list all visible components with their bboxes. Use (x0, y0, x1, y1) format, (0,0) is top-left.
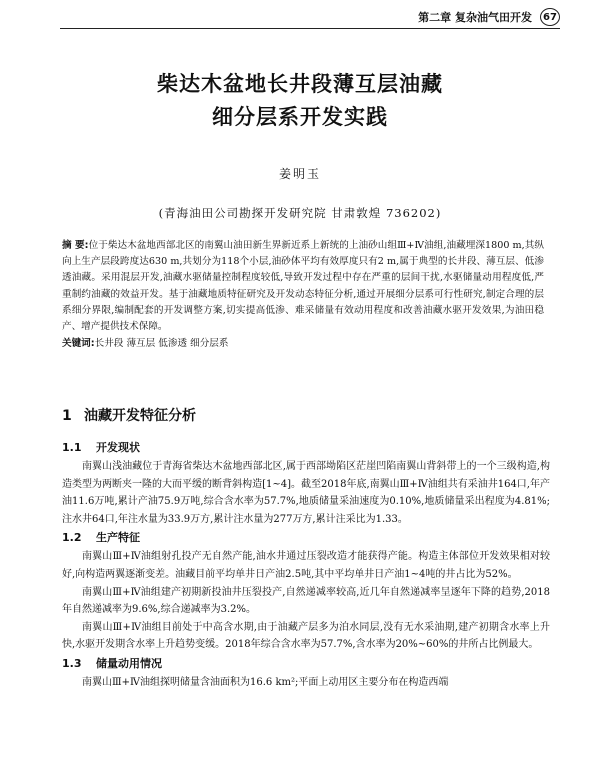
keywords (62, 336, 544, 352)
section-number: 1 (62, 408, 72, 424)
abstract-label: 摘 要: (62, 240, 89, 251)
chapter-title: 第二章 复杂油气田开发 (418, 11, 532, 24)
paper-title (0, 68, 600, 134)
paragraph: 南翼山Ⅲ+Ⅳ油组探明储量含油面积为16.6 km²;平面上动用区主要分布在构造西端 (82, 676, 449, 688)
body-text (62, 438, 550, 692)
title-line-1: 柴达木盆地长井段薄互层油藏 (157, 72, 443, 96)
abstract-text: 位于柴达木盆地西部北区的南翼山油田新生界新近系上新统的上油砂山组Ⅲ+Ⅳ油组,油藏埋深1800 m,其纵向上生产层段跨度达630 m,共划分为118个小层,油砂体平均有效厚度只有2 m,属于典型的长井段、薄互层、低渗透油藏。采用混层开发,油藏水驱储量控制程度较低,导致开发过程中存在严重的层间干扰,水驱储量动用程度低,严重制约油藏的效益开发。基于油藏地质特征研究及开发动态特征分析,通过开展细分层系可行性研究,制定合理的层系细分界限,编制配套的开发调整方案,切实提高低渗、难采储量有效动用程度和改善油藏水驱开发效果,为油田稳产、增产提供技术保障。 (62, 240, 544, 333)
page-number: 67 (540, 8, 560, 26)
subsection-number: 1.3 (62, 656, 82, 670)
paragraph: 南翼山浅油藏位于青海省柴达木盆地西部北区,属于西部坳陷区茫崖凹陷南翼山背斜带上的一个三级构造,构造类型为两断夹一隆的大而平缓的断背斜构造[1~4]。截至2018年底,南翼山Ⅲ+Ⅳ油组共有采油井164口,年产油11.6万吨,累计产油75.9万吨,综合含水率为57.7%,地质储量采油速度为0.10%,地质储量采出程度为4.81%;注水井64口,年注水量为33.9万方,累计注水量为277万方,累计注采比为1.33。 (62, 461, 550, 525)
subsection-number: 1.1 (62, 441, 82, 454)
keywords-text: 长井段 薄互层 低渗透 细分层系 (94, 338, 229, 350)
subsection-number: 1.2 (62, 531, 82, 545)
subsection-heading (62, 438, 550, 458)
subsection-title: 生产特征 (96, 531, 140, 545)
title-line-2: 细分层系开发实践 (212, 105, 388, 129)
running-header (60, 6, 560, 29)
keywords-label: 关键词: (62, 338, 95, 350)
section-title: 油藏开发特征分析 (84, 408, 196, 424)
subsection-heading (62, 654, 550, 674)
affiliation: (青海油田公司勘探开发研究院 甘肃敦煌 736202) (158, 206, 442, 220)
abstract (62, 238, 544, 352)
paragraph: 南翼山Ⅲ+Ⅳ油组建产初期新投油井压裂投产,自然递减率较高,近几年自然递减率呈逐年下降的趋势,2018年自然递减率为9.6%,综合递减率为3.2%。 (62, 586, 550, 616)
paragraph: 南翼山Ⅲ+Ⅳ油组目前处于中高含水期,由于油藏产层多为泊水同层,没有无水采油期,建产初期含水率上升快,水驱开发期含水率上升趋势变缓。2018年综合含水率为57.7%,含水率为20%~60%的井所占比例最大。 (62, 621, 550, 651)
subsection-heading (62, 528, 550, 548)
subsection-title: 储量动用情况 (96, 656, 162, 670)
paragraph: 南翼山Ⅲ+Ⅳ油组射孔投产无自然产能,油水井通过压裂改造才能获得产能。构造主体部位开发效果相对较好,向构造两翼逐渐变差。油藏目前平均单井日产油2.5吨,其中平均单井日产油1~4吨的井占比为52%。 (62, 551, 550, 580)
section-heading (62, 405, 196, 425)
author: 姜明玉 (278, 167, 321, 181)
subsection-title: 开发现状 (96, 441, 140, 454)
abstract-body (62, 238, 544, 335)
